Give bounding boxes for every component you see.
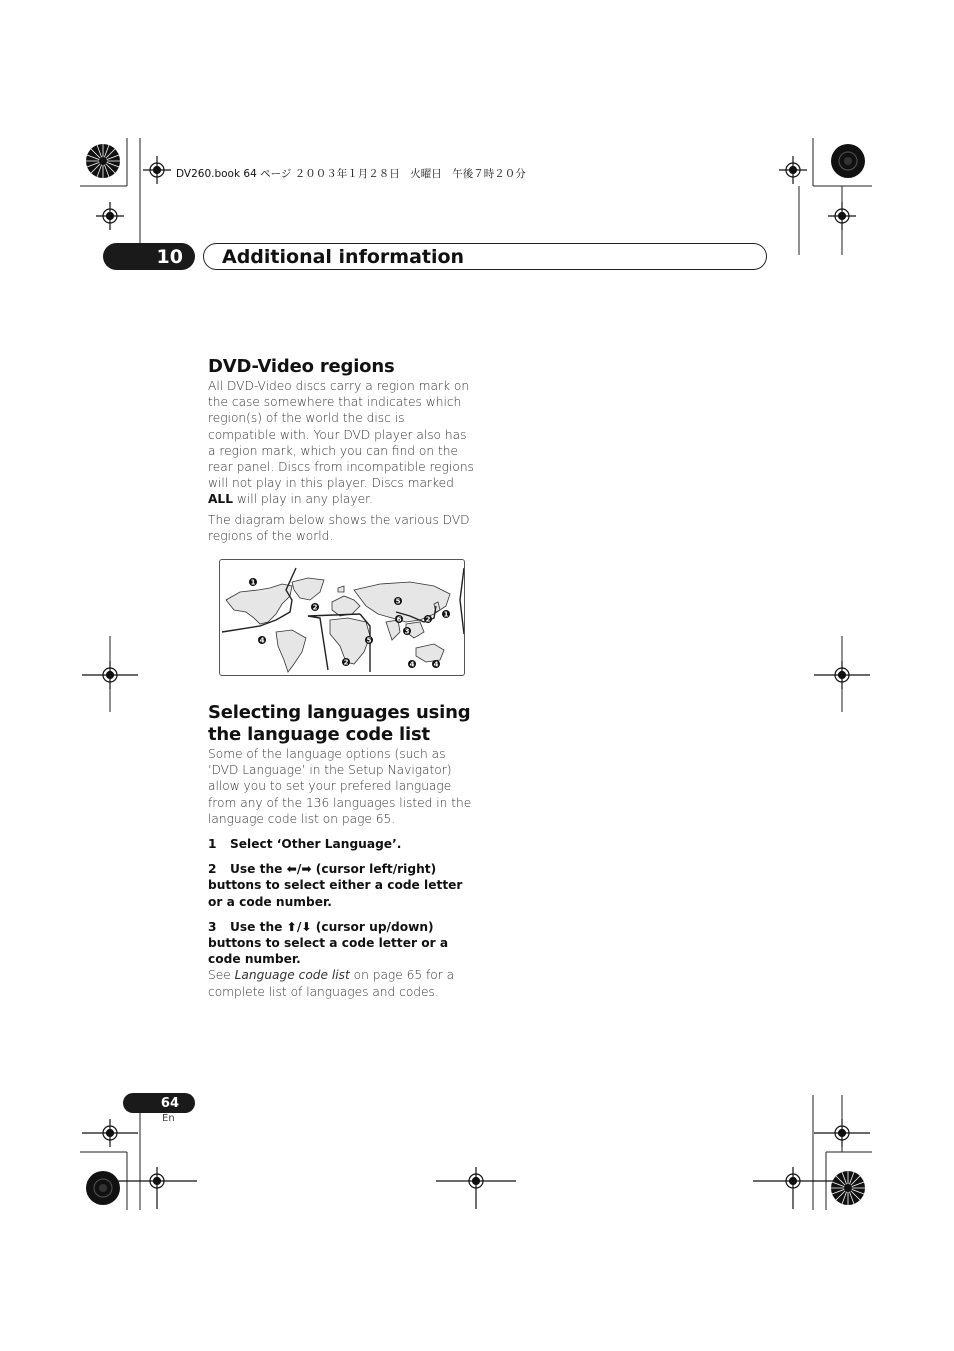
chapter-number: 10 (156, 245, 183, 268)
section-language-codes (208, 702, 476, 1000)
region-paragraph: All DVD-Video discs carry a region mark on the case somewhere that indicates which region(s) of the world the disc is compatible with. Your DVD player also has a region mark, which you can find on the rear panel. Discs from incompatible regions will not play in this player. Discs marked ALL will play in any player. (208, 379, 474, 507)
map-region-label: 4 (409, 660, 415, 669)
diagram-intro-paragraph: The diagram below shows the various DVD regions of the world. (208, 512, 470, 543)
chapter-title: Additional information (222, 245, 465, 268)
dvd-region-map (219, 559, 465, 676)
step-2: 2 Use the ⬅/➡ (cursor left/right) buttons to select either a code letter or a code number. (208, 862, 463, 909)
map-region-label: 2 (343, 658, 349, 667)
chapter-number-badge (103, 243, 195, 270)
map-region-label: 1 (443, 610, 449, 619)
language-code-note: See Language code list on page 65 for a complete list of languages and codes. (208, 968, 455, 999)
page-number: 64 (160, 1095, 179, 1111)
map-region-label: 2 (312, 603, 318, 612)
section-title: Selecting languages using the language code list (208, 702, 471, 745)
page-language: En (162, 1113, 175, 1124)
section-title: DVD-Video regions (208, 356, 395, 377)
map-region-label: 6 (396, 615, 402, 624)
map-region-label: 2 (425, 615, 431, 624)
section-dvd-regions (208, 356, 476, 544)
page-number-badge (123, 1093, 195, 1113)
map-region-label: 3 (404, 627, 410, 636)
map-region-label: 4 (433, 660, 439, 669)
map-region-label: 1 (250, 578, 256, 587)
map-region-label: 4 (259, 636, 265, 645)
chapter-title-bar (203, 243, 767, 270)
map-region-label: 5 (395, 597, 401, 606)
step-3: 3 Use the ⬆/⬇ (cursor up/down) buttons to select a code letter or a code number. (208, 919, 449, 967)
language-intro-paragraph: Some of the language options (such as ‘DVD Language’ in the Setup Navigator) allow you to set your prefered language from any of the 136 languages listed in the language code list on page 65. (208, 747, 472, 826)
step-1: 1 Select ‘Other Language’. (208, 837, 402, 852)
map-region-label: 5 (366, 636, 372, 645)
world-map-drawing (220, 560, 464, 675)
print-header: DV260.book 64 ページ ２００３年１月２８日 火曜日 午後７時２０分 (176, 168, 526, 180)
